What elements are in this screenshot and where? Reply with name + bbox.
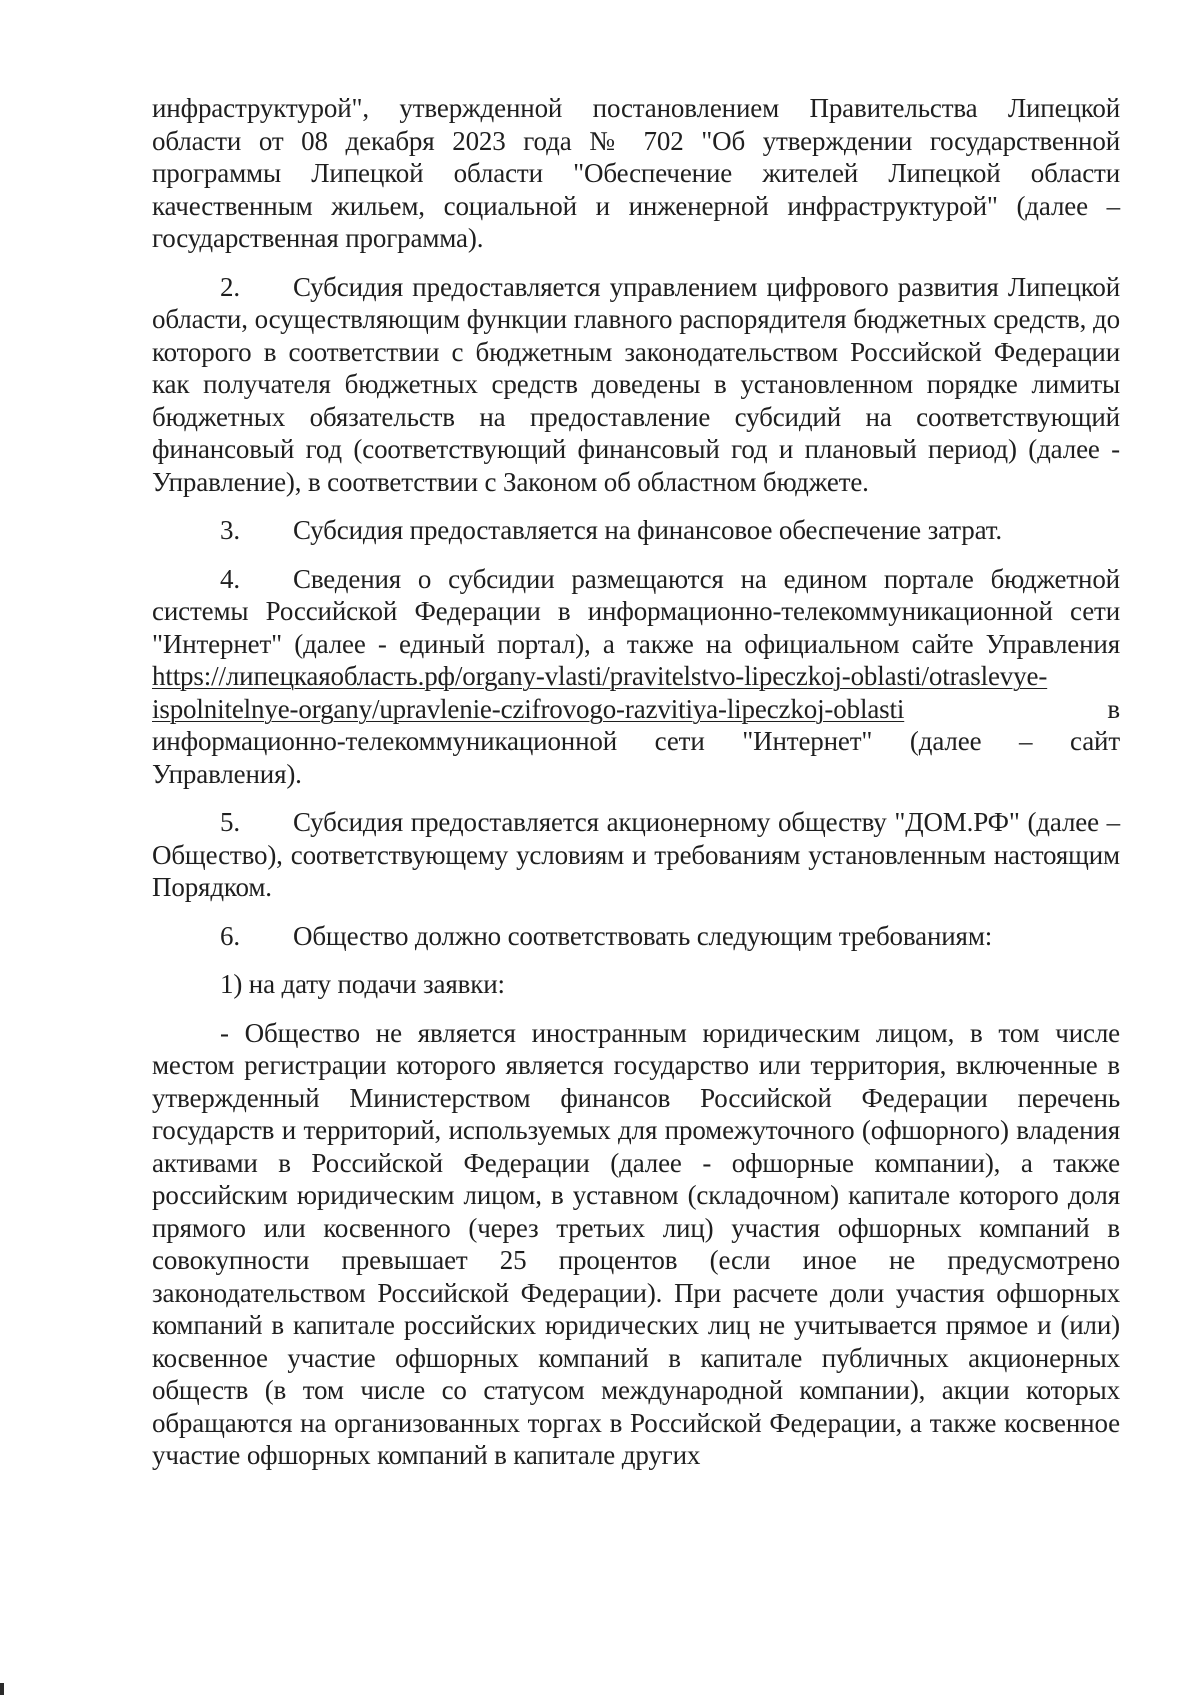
item-6-text: Общество должно соответствовать следующим требованиям: xyxy=(293,920,993,951)
item-3-number: 3. xyxy=(220,515,240,545)
item-6-paragraph xyxy=(152,920,1120,953)
subitem-paragraph xyxy=(152,968,1120,1001)
item-4-paragraph xyxy=(152,563,1120,791)
management-site-link[interactable]: https://липецкаяобласть.рф/organy-vlasti/pravitelstvo-lipeczkoj-oblasti/otraslevye-ispolnitelnye-organy/upravlenie-czifrovogo-razvitiya-lipeczkoj-oblasti xyxy=(152,661,1048,724)
item-5-text: Субсидия предоставляется акционерному обществу "ДОМ.РФ" (далее – Общество), соответствующему условиям и требованиям установленным настоящим Порядком. xyxy=(152,807,1120,902)
item-3-text: Субсидия предоставляется на финансовое обеспечение затрат. xyxy=(293,515,1002,545)
item-5-number: 5. xyxy=(220,807,240,837)
intro-paragraph-text: инфраструктурой", утвержденной постановлением Правительства Липецкой области от 08 декабря 2023 года № 702 "Об утверждении государственной программы Липецкой области "Обеспечение жителей Липецкой области качественным жильем, социальной и инженерной инфраструктурой" (далее – государственная программа). xyxy=(152,93,1120,253)
subitem-text: 1) на дату подачи заявки: xyxy=(220,969,505,999)
item-2-text: Субсидия предоставляется управлением цифрового развития Липецкой области, осуществляющим функции главного распорядителя бюджетных средств, до которого в соответствии с бюджетным законодательством Российской Федерации как получателя бюджетных средств доведены в установленном порядке лимиты бюджетных обязательств на предоставление субсидий на соответствующий финансовый год (соответствующий финансовый год и плановый период) (далее - Управление), в соответствии с Законом об областном бюджете. xyxy=(152,271,1120,497)
item-2-number: 2. xyxy=(220,271,240,302)
item-5-paragraph xyxy=(152,806,1120,904)
item-6-number: 6. xyxy=(220,920,240,951)
bullet-paragraph-text: - Общество не является иностранным юридическим лицом, в том числе местом регистрации которого является государство или территория, включенные в утвержденный Министерством финансов Российской Федерации перечень государств и территорий, используемых для промежуточного (офшорного) владения активами в Российской Федерации (далее - офшорные компании), а также российским юридическим лицом, в уставном (складочном) капитале которого доля прямого или косвенного (через третьих лиц) участия офшорных компаний в совокупности превышает 25 процентов (если иное не предусмотрено законодательством Российской Федерации). При расчете доли участия офшорных компаний в капитале российских юридических лиц не учитывается прямое и (или) косвенное участие офшорных компаний в капитале публичных акционерных обществ (в том числе со статусом международной компании), акции которых обращаются на организованных торгах в Российской Федерации, а также косвенное участие офшорных компаний в капитале других xyxy=(152,1017,1120,1470)
item-2-paragraph xyxy=(152,271,1120,499)
item-3-paragraph xyxy=(152,514,1120,547)
intro-paragraph xyxy=(152,92,1120,255)
item-4-text-after-link: в информационно-телекоммуникационной сети "Интернет" (далее – сайт Управления). xyxy=(152,693,1120,789)
item-4-number: 4. xyxy=(220,563,240,594)
bullet-paragraph xyxy=(152,1017,1120,1472)
scan-edge-mark xyxy=(0,1683,4,1695)
item-4-text-before-link: Сведения о субсидии размещаются на едином портале бюджетной системы Российской Федерации в информационно-телекоммуникационной сети "Интернет" (далее - единый портал), а также на официальном сайте Управления xyxy=(152,563,1120,659)
document-body xyxy=(152,92,1120,1488)
